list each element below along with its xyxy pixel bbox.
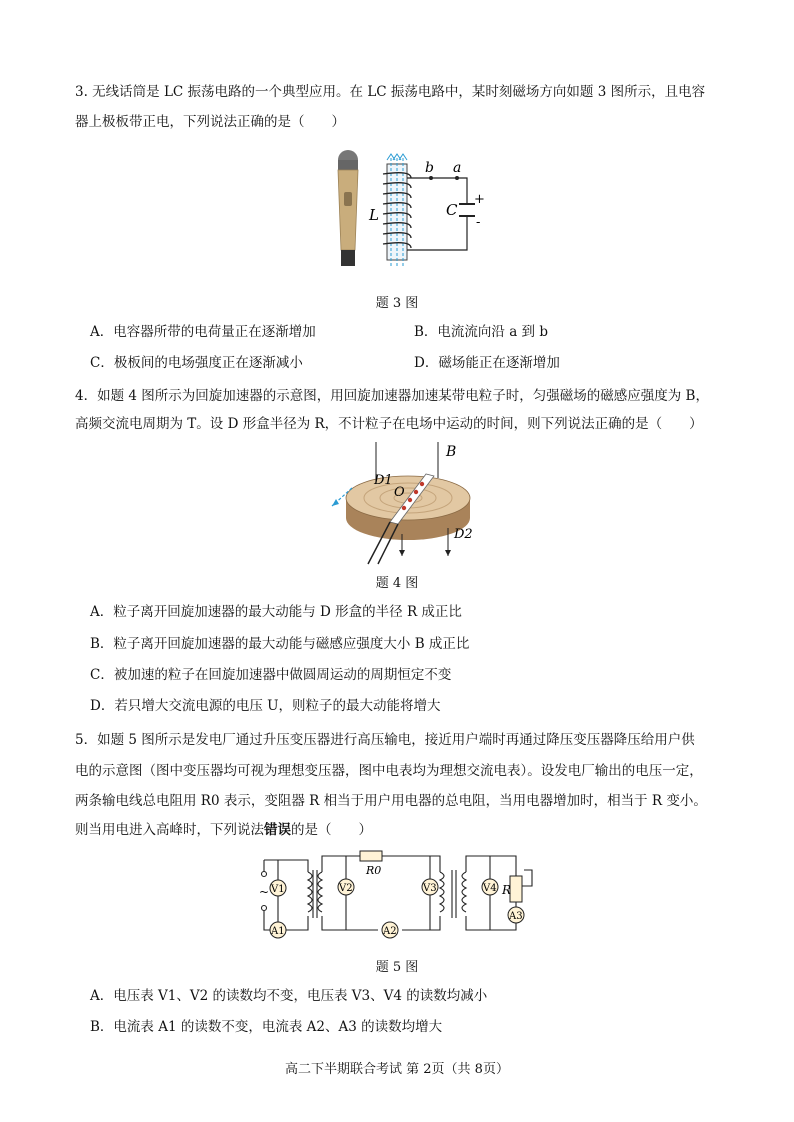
d-shaped-boxes [346, 474, 470, 540]
label-D1: D1 [374, 473, 393, 488]
meter-V4 [482, 879, 498, 895]
q4-option-d: D．若只增大交流电源的电压 U，则粒子的最大动能将增大 [90, 698, 441, 714]
ac-source-symbol: ~ [259, 885, 270, 899]
q4-caption: 题 4 图 [375, 576, 419, 591]
svg-text:A3: A3 [509, 911, 523, 922]
label-R0: R0 [366, 864, 382, 877]
q5-stem-line4 [75, 820, 372, 840]
q5-stem-line2: 电的示意图（图中变压器均可视为理想变压器，图中电表均为理想交流电表）。设发电厂输出的电压一定， [75, 763, 703, 779]
label-b: b [425, 160, 434, 176]
inductor-coil [383, 154, 411, 266]
label-B: B [446, 444, 457, 460]
q4-option-c: C．被加速的粒子在回旋加速器中做圆周运动的周期恒定不变 [90, 667, 452, 683]
q5-option-a: A．电压表 V1、V2 的读数均不变，电压表 V3、V4 的读数均减小 [90, 988, 488, 1004]
page-footer: 高二下半期联合考试 第 2页（共 8页） [285, 1062, 509, 1077]
label-L: L [369, 206, 379, 224]
resistor-R0 [360, 851, 382, 861]
q4-stem-line1: 4．如题 4 图所示为回旋加速器的示意图，用回旋加速器加速某带电粒子时，匀强磁场的磁感应强度为 B， [75, 388, 709, 404]
q3-caption: 题 3 图 [375, 296, 419, 311]
label-plus: + [474, 192, 485, 207]
q5-emphasis-wrong: 错误 [264, 822, 291, 838]
label-R: R [502, 883, 512, 897]
meter-V3 [422, 879, 438, 895]
q3-option-d: D．磁场能正在逐渐增加 [414, 355, 560, 371]
circuit-wire [407, 178, 467, 250]
q5-stem-line4-post: 的是（ ） [291, 822, 372, 838]
meter-A1 [270, 922, 286, 938]
svg-text:V1: V1 [271, 884, 285, 895]
svg-text:V2: V2 [339, 883, 353, 894]
q4-option-b: B．粒子离开回旋加速器的最大动能与磁感应强度大小 B 成正比 [90, 636, 470, 652]
q4-figure [318, 438, 498, 568]
svg-text:A2: A2 [383, 926, 397, 937]
label-D2: D2 [454, 527, 473, 542]
rheostat-R [510, 876, 522, 902]
meter-V2 [338, 879, 354, 895]
q3-option-b: B．电流流向沿 a 到 b [414, 324, 548, 340]
q3-stem-line1: 3. 无线话筒是 LC 振荡电路的一个典型应用。在 LC 振荡电路中，某时刻磁场方向如题 3 图所示，且电容 [75, 84, 706, 100]
q5-stem-line4-pre: 则当用电进入高峰时，下列说法 [75, 822, 264, 838]
label-minus: - [476, 215, 481, 230]
microphone-image [338, 150, 358, 266]
q5-stem-line1: 5．如题 5 图所示是发电厂通过升压变压器进行高压输电，接近用户端时再通过降压变压器降压给用户供 [75, 732, 695, 748]
label-a: a [453, 160, 462, 176]
q5-stem-line3: 两条输电线总电阻用 R0 表示，变阻器 R 相当于用户用电器的总电阻，当用电器增加时，相当于 R 变小。 [75, 793, 707, 809]
q3-stem-line2: 器上极板带正电，下列说法正确的是（ ） [75, 114, 345, 130]
q5-caption: 题 5 图 [375, 960, 419, 975]
q5-option-b: B．电流表 A1 的读数不变，电流表 A2、A3 的读数均增大 [90, 1019, 443, 1035]
meter-A3 [508, 907, 524, 923]
svg-text:V3: V3 [423, 883, 437, 894]
svg-text:A1: A1 [271, 926, 285, 937]
meter-V1 [270, 880, 286, 896]
meter-A2 [382, 922, 398, 938]
svg-text:V4: V4 [483, 883, 497, 894]
q4-stem-line2: 高频交流电周期为 T。设 D 形盒半径为 R，不计粒子在电场中运动的时间，则下列说法正确的是（ ） [75, 416, 703, 432]
q5-figure [252, 846, 542, 948]
q3-option-a: A．电容器所带的电荷量正在逐渐增加 [90, 324, 316, 340]
q4-option-a: A．粒子离开回旋加速器的最大动能与 D 形盒的半径 R 成正比 [90, 604, 462, 620]
q3-figure [325, 148, 485, 276]
q3-option-c: C．极板间的电场强度正在逐渐减小 [90, 355, 303, 371]
label-C: C [446, 201, 458, 219]
label-O: O [394, 485, 405, 500]
